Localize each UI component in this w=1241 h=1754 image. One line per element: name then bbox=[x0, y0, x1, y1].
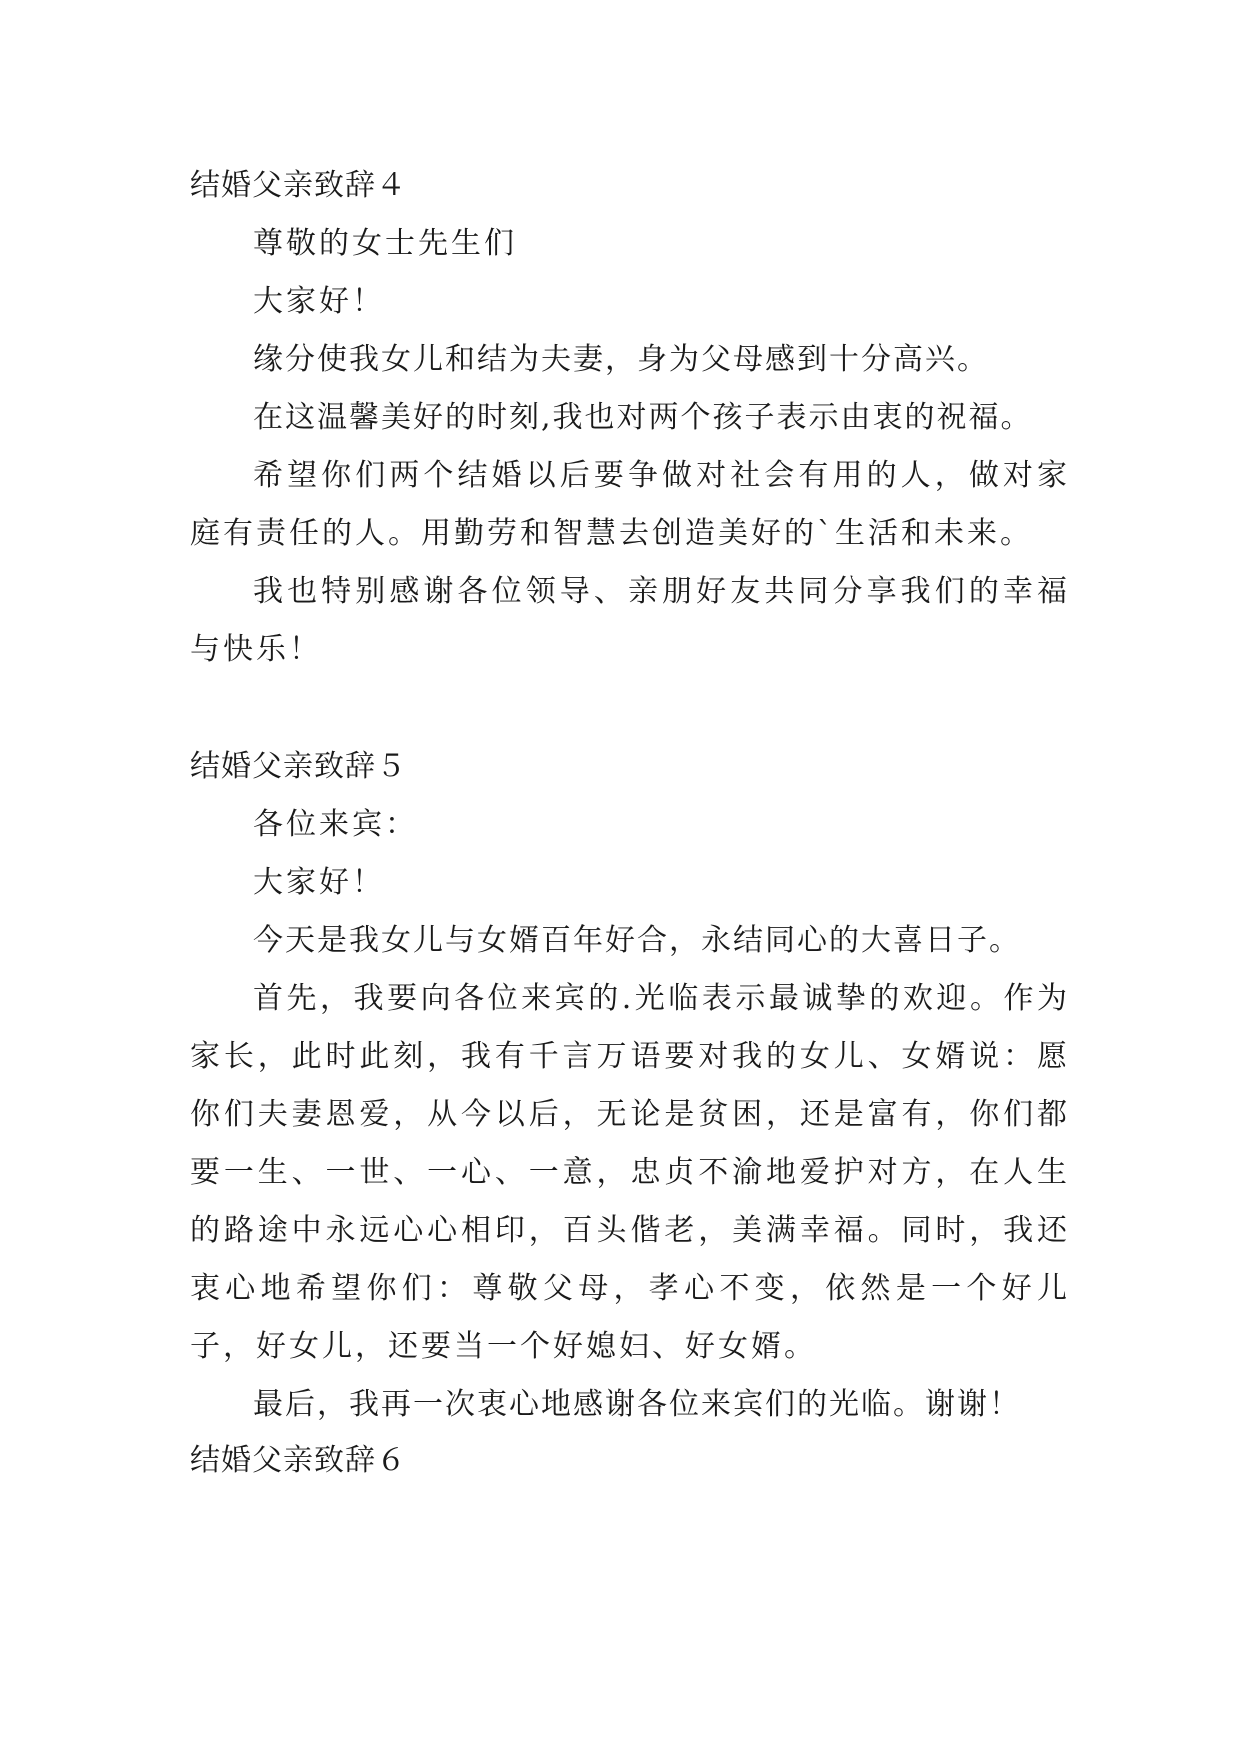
body-paragraph: 希望你们两个结婚以后要争做对社会有用的人，做对家庭有责任的人。用勤劳和智慧去创造美好的`生活和未来。 bbox=[190, 458, 1070, 551]
body-paragraph: 今天是我女儿与女婿百年好合，永结同心的大喜日子。 bbox=[253, 923, 1021, 958]
body-paragraph: 我也特别感谢各位领导、亲朋好友共同分享我们的幸福与快乐！ bbox=[190, 574, 1070, 667]
body-paragraph: 在这温馨美好的时刻,我也对两个孩子表示由衷的祝福。 bbox=[253, 400, 1033, 435]
section-title: 结婚父亲致辞６ bbox=[190, 1443, 407, 1478]
greeting-line: 大家好！ bbox=[253, 284, 385, 319]
body-paragraph: 首先，我要向各位来宾的.光临表示最诚挚的欢迎。作为家长，此时此刻，我有千言万语要对我的女儿、女婿说：愿你们夫妻恩爱，从今以后，无论是贫困，还是富有，你们都要一生、一世、一心、一意，忠贞不渝地爱护对方，在人生的路途中永远心心相印，百头偕老，美满幸福。同时，我还衷心地希望你们：尊敬父母，孝心不变，依然是一个好儿子，好女儿，还要当一个好媳妇、好女婿。 bbox=[190, 981, 1070, 1364]
greeting-line: 大家好！ bbox=[253, 865, 385, 900]
section-title: 结婚父亲致辞５ bbox=[190, 749, 407, 784]
greeting-line: 尊敬的女士先生们 bbox=[253, 226, 517, 261]
body-paragraph: 缘分使我女儿和结为夫妻，身为父母感到十分高兴。 bbox=[253, 342, 989, 377]
body-paragraph: 最后，我再一次衷心地感谢各位来宾们的光临。谢谢！ bbox=[253, 1387, 1021, 1422]
greeting-line: 各位来宾： bbox=[253, 807, 418, 842]
speech-section-6 bbox=[190, 1432, 1070, 1490]
section-title: 结婚父亲致辞４ bbox=[190, 168, 407, 203]
speech-section-4 bbox=[190, 157, 1070, 679]
speech-section-5 bbox=[190, 738, 1070, 1434]
